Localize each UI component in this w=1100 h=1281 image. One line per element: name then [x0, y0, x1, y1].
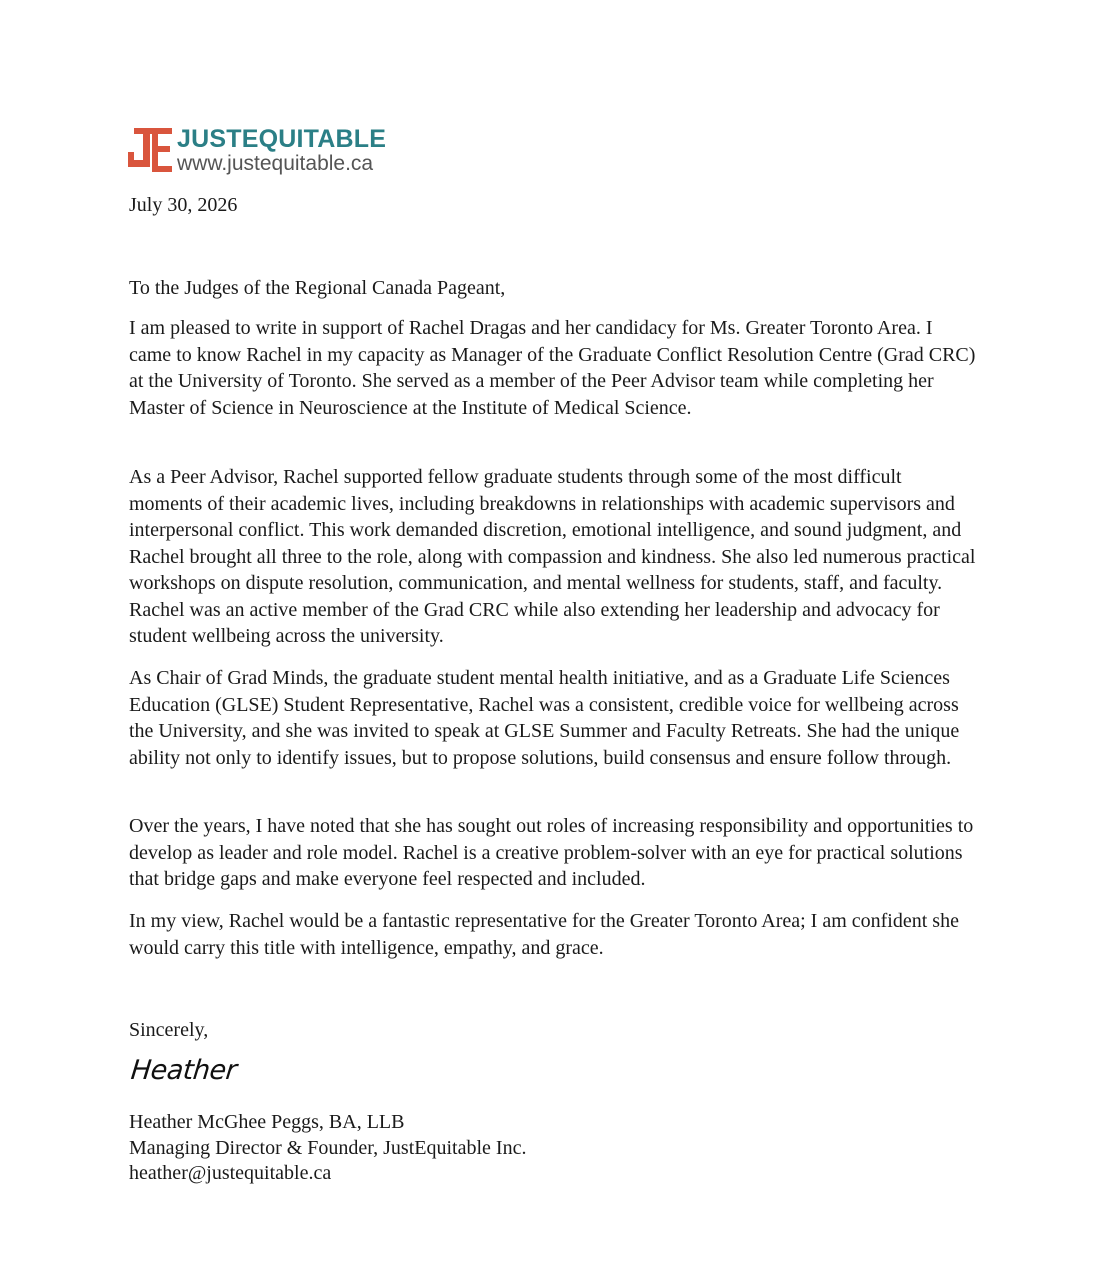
handwritten-signature: Heather	[129, 1055, 239, 1086]
signer-title: Managing Director & Founder, JustEquitable Inc.	[129, 1136, 527, 1159]
signer-name: Heather McGhee Peggs, BA, LLB	[129, 1111, 405, 1133]
letter-date: July 30, 2026	[129, 194, 238, 216]
justequitable-logo-icon	[128, 128, 172, 172]
signature-block	[129, 1110, 526, 1187]
closing: Sincerely,	[129, 1019, 209, 1041]
signer-email: heather@justequitable.ca	[129, 1162, 332, 1184]
paragraph-4: Over the years, I have noted that she has sought out roles of increasing responsibility and opportunities to develop as leader and role model. Rachel is a creative problem-solver with an eye for practical solutions that bridge gaps and make everyone feel respected and included.	[129, 815, 974, 890]
paragraph-5: In my view, Rachel would be a fantastic representative for the Greater Toronto Area; I am confident she would carry this title with intelligence, empathy, and grace.	[129, 910, 959, 959]
brand-website: www.justequitable.ca	[177, 151, 374, 175]
brand-name: JUSTEQUITABLE	[177, 124, 387, 153]
paragraph-1: I am pleased to write in support of Rachel Dragas and her candidacy for Ms. Greater Toronto Area. I came to know Rachel in my capacity as Manager of the Graduate Conflict Resolution Centre (Grad CRC) at the University of Toronto. She served as a member of the Peer Advisor team while completing her Master of Science in Neuroscience at the Institute of Medical Science.	[129, 317, 976, 419]
paragraph-3: As Chair of Grad Minds, the graduate student mental health initiative, and as a Graduate Life Sciences Education (GLSE) Student Representative, Rachel was a consistent, credible voice for wellbeing across the University, and she was invited to speak at GLSE Summer and Faculty Retreats. She had the unique ability not only to identify issues, but to propose solutions, build consensus and ensure follow through.	[129, 667, 960, 769]
salutation: To the Judges of the Regional Canada Pageant,	[129, 277, 506, 299]
paragraph-2: As a Peer Advisor, Rachel supported fellow graduate students through some of the most difficult moments of their academic lives, including breakdowns in relationships with academic supervisors and interpersonal conflict. This work demanded discretion, emotional intelligence, and sound judgment, and Rachel brought all three to the role, along with compassion and kindness. She also led numerous practical workshops on dispute resolution, communication, and mental wellness for students, staff, and faculty. Rachel was an active member of the Grad CRC while also extending her leadership and advocacy for student wellbeing across the university.	[129, 466, 976, 647]
letterhead	[128, 124, 387, 175]
logo-text	[177, 124, 387, 175]
